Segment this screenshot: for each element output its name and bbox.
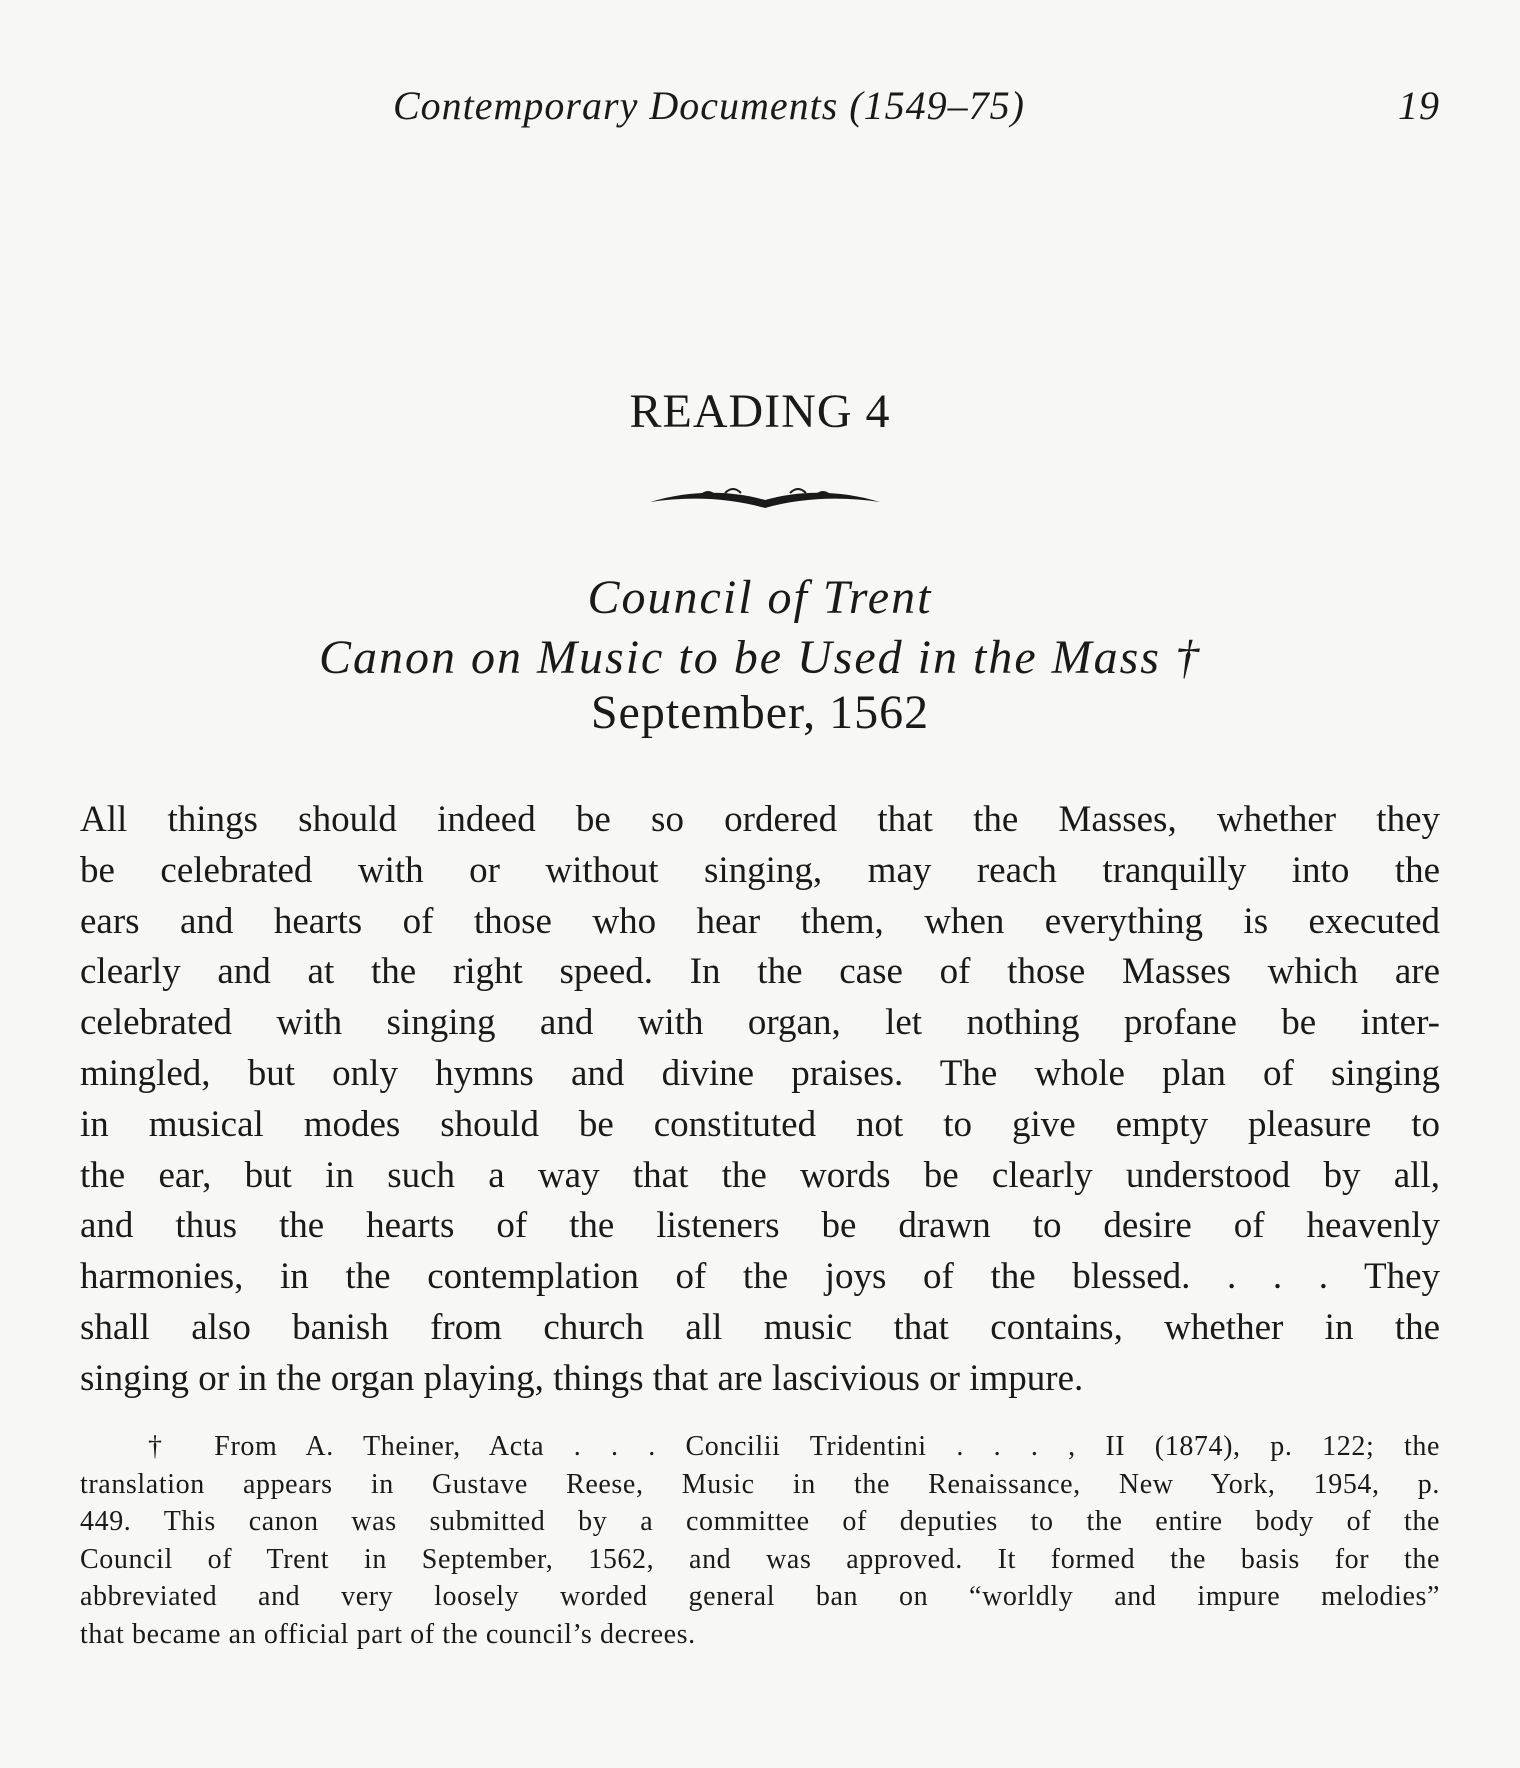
footnote-line: † From A. Theiner, Acta . . . Concilii Tridentini . . . , II (1874), p. 122; the: [148, 1431, 1440, 1462]
body-line: All things should indeed be so ordered that the Masses, whether they: [80, 799, 1440, 840]
body-line: celebrated with singing and with organ, let nothing profane be inter-: [80, 1002, 1440, 1044]
body-line: be celebrated with or without singing, may reach tranquilly into the: [80, 849, 1440, 891]
heading-canon: Canon on Music to be Used in the Mass †: [319, 631, 1201, 684]
body-line: shall also banish from church all music that contains, whether in the: [80, 1306, 1440, 1348]
body-line: singing or in the organ playing, things that are lascivious or impure.: [80, 1357, 1084, 1399]
body-line: in musical modes should be constituted not to give empty pleasure to: [80, 1103, 1440, 1145]
body-line: and thus the hearts of the listeners be drawn to desire of heavenly: [80, 1205, 1440, 1247]
body-line: clearly and at the right speed. In the case of those Masses which are: [80, 951, 1440, 993]
footnote-line: translation appears in Gustave Reese, Music in the Renaissance, New York, 1954, p.: [80, 1468, 1440, 1500]
footnote-line: Council of Trent in September, 1562, and was approved. It formed the basis for the: [80, 1543, 1440, 1575]
heading-date: September, 1562: [590, 686, 930, 739]
footnote-line: that became an official part of the council’s decrees.: [80, 1618, 696, 1650]
body-line: ears and hearts of those who hear them, when everything is executed: [80, 900, 1440, 942]
footnote-line: 449. This canon was submitted by a committee of deputies to the entire body of the: [80, 1506, 1440, 1537]
body-line: the ear, but in such a way that the words be clearly understood by all,: [80, 1154, 1440, 1196]
running-head-title: Contemporary Documents (1549–75): [393, 83, 1025, 128]
body-paragraph: [80, 795, 1440, 1405]
reading-label: READING 4: [629, 385, 891, 438]
body-line: harmonies, in the contemplation of the joys of the blessed. . . . They: [80, 1256, 1440, 1298]
flourish-ornament-icon: [640, 480, 890, 520]
footnote: [80, 1428, 1440, 1653]
body-line: mingled, but only hymns and divine praises. The whole plan of singing: [80, 1052, 1440, 1094]
heading-council: Council of Trent: [587, 571, 933, 624]
page-number: 19: [1398, 83, 1440, 128]
footnote-line: abbreviated and very loosely worded general ban on “worldly and impure melodies”: [80, 1581, 1440, 1612]
